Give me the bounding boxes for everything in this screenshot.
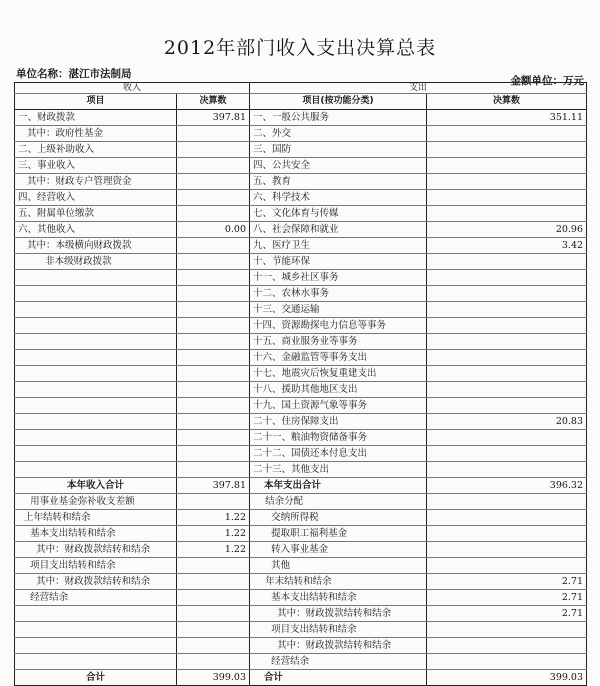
table-row (15, 462, 587, 478)
expense-amount (427, 190, 587, 206)
expense-item: 其他 (250, 558, 427, 574)
expense-amount: 20.96 (427, 222, 587, 238)
expense-item: 提取职工福利基金 (250, 526, 427, 542)
expense-item: 经营结余 (250, 654, 427, 670)
expense-item: 交纳所得税 (250, 510, 427, 526)
expense-item: 五、教育 (250, 174, 427, 190)
table-row (15, 126, 587, 142)
income-amount (177, 574, 250, 590)
income-item (15, 350, 177, 366)
expense-amount: 2.71 (427, 574, 587, 590)
table-row (15, 622, 587, 638)
income-amount: 0.00 (177, 222, 250, 238)
col-item-func-header: 项目(按功能分类) (250, 94, 427, 110)
column-header-row (15, 94, 587, 110)
grand-total-row-income-value: 399.03 (177, 670, 250, 686)
expense-amount (427, 254, 587, 270)
income-item: 二、上级补助收入 (15, 142, 177, 158)
expense-item: 二十一、粮油物资储备事务 (250, 430, 427, 446)
expense-amount (427, 526, 587, 542)
expense-amount (427, 366, 587, 382)
expense-amount (427, 270, 587, 286)
grand-total-row-expense-value: 399.03 (427, 670, 587, 686)
expense-amount (427, 126, 587, 142)
unit-name: 单位名称：湛江市法制局 (16, 68, 132, 80)
expense-item: 十一、城乡社区事务 (250, 270, 427, 286)
income-amount: 1.22 (177, 510, 250, 526)
table-row (15, 542, 587, 558)
income-item (15, 286, 177, 302)
expense-amount (427, 286, 587, 302)
year-total-row-expense-value: 396.32 (427, 478, 587, 494)
grand-total-row-expense-label: 合计 (250, 670, 427, 686)
income-item: 四、经营收入 (15, 190, 177, 206)
income-amount (177, 254, 250, 270)
income-item: 基本支出结转和结余 (15, 526, 177, 542)
expense-item: 一、一般公共服务 (250, 110, 427, 126)
summary-table (14, 82, 587, 686)
table-row (15, 366, 587, 382)
table-row (15, 606, 587, 622)
expense-amount (427, 638, 587, 654)
expense-item: 十八、援助其他地区支出 (250, 382, 427, 398)
expense-amount (427, 174, 587, 190)
income-item: 其中：政府性基金 (15, 126, 177, 142)
income-item (15, 270, 177, 286)
income-item (15, 654, 177, 670)
income-item (15, 366, 177, 382)
table-row (15, 318, 587, 334)
table-row (15, 590, 587, 606)
table-row (15, 286, 587, 302)
expense-item: 基本支出结转和结余 (250, 590, 427, 606)
expense-amount (427, 446, 587, 462)
expense-amount (427, 334, 587, 350)
income-item (15, 414, 177, 430)
expense-item: 项目支出结转和结余 (250, 622, 427, 638)
col-amount2-header: 决算数 (427, 94, 587, 110)
income-amount (177, 206, 250, 222)
table-row (15, 510, 587, 526)
table-row (15, 270, 587, 286)
expense-item: 十五、商业服务业等事务 (250, 334, 427, 350)
expense-item: 二十二、国债还本付息支出 (250, 446, 427, 462)
report-title: 2012年部门收入支出决算总表 (163, 37, 437, 59)
expense-amount (427, 558, 587, 574)
table-row (15, 558, 587, 574)
income-amount (177, 622, 250, 638)
expense-item: 十二、农林水事务 (250, 286, 427, 302)
expense-item: 二十三、其他支出 (250, 462, 427, 478)
income-item: 三、事业收入 (15, 158, 177, 174)
income-amount (177, 302, 250, 318)
col-item-header: 项目 (15, 94, 177, 110)
expense-amount: 2.71 (427, 590, 587, 606)
expense-item: 其中：财政拨款结转和结余 (250, 638, 427, 654)
table-row (15, 574, 587, 590)
income-amount (177, 654, 250, 670)
income-item (15, 606, 177, 622)
income-item: 其中：财政专户管理资金 (15, 174, 177, 190)
expense-item: 结余分配 (250, 494, 427, 510)
table-row (15, 430, 587, 446)
expense-item: 转入事业基金 (250, 542, 427, 558)
expense-item: 六、科学技术 (250, 190, 427, 206)
income-amount: 1.22 (177, 526, 250, 542)
table-row (15, 190, 587, 206)
table-row (15, 206, 587, 222)
expense-section-header: 支出 (250, 83, 587, 94)
table-row (15, 526, 587, 542)
expense-amount (427, 542, 587, 558)
table-row (15, 334, 587, 350)
income-amount (177, 350, 250, 366)
section-header-row (15, 83, 587, 94)
expense-amount: 3.42 (427, 238, 587, 254)
expense-amount: 2.71 (427, 606, 587, 622)
income-item: 五、附属单位缴款 (15, 206, 177, 222)
income-item (15, 430, 177, 446)
expense-amount (427, 462, 587, 478)
income-amount (177, 158, 250, 174)
table-row (15, 638, 587, 654)
expense-item: 七、文化体育与传媒 (250, 206, 427, 222)
table-row (15, 174, 587, 190)
year-total-row (15, 478, 587, 494)
expense-item: 十九、国土资源气象等事务 (250, 398, 427, 414)
income-amount (177, 638, 250, 654)
year-total-row-income-value: 397.81 (177, 478, 250, 494)
year-total-row-income-label: 本年收入合计 (15, 478, 177, 494)
expense-item: 十三、交通运输 (250, 302, 427, 318)
income-amount (177, 286, 250, 302)
income-item (15, 398, 177, 414)
expense-item: 三、国防 (250, 142, 427, 158)
income-amount (177, 126, 250, 142)
table-row (15, 654, 587, 670)
income-amount (177, 174, 250, 190)
expense-item: 十七、地震灾后恢复重建支出 (250, 366, 427, 382)
expense-amount (427, 318, 587, 334)
expense-amount (427, 206, 587, 222)
table-row (15, 158, 587, 174)
income-item: 其中：财政拨款结转和结余 (15, 542, 177, 558)
expense-amount (427, 510, 587, 526)
expense-amount (427, 622, 587, 638)
expense-amount (427, 382, 587, 398)
income-item: 项目支出结转和结余 (15, 558, 177, 574)
expense-item: 八、社会保障和就业 (250, 222, 427, 238)
income-amount (177, 462, 250, 478)
expense-item: 其中：财政拨款结转和结余 (250, 606, 427, 622)
income-amount (177, 590, 250, 606)
table-row (15, 222, 587, 238)
expense-amount (427, 654, 587, 670)
income-amount (177, 366, 250, 382)
income-amount (177, 414, 250, 430)
expense-amount (427, 302, 587, 318)
income-amount (177, 398, 250, 414)
table-row (15, 302, 587, 318)
table-row (15, 254, 587, 270)
expense-item: 四、公共安全 (250, 158, 427, 174)
table-row (15, 142, 587, 158)
table-row (15, 238, 587, 254)
income-item: 经营结余 (15, 590, 177, 606)
expense-item: 年末结转和结余 (250, 574, 427, 590)
income-item (15, 318, 177, 334)
income-item (15, 622, 177, 638)
income-item (15, 382, 177, 398)
table-row (15, 110, 587, 126)
table-row (15, 414, 587, 430)
income-item: 一、财政拨款 (15, 110, 177, 126)
expense-amount (427, 494, 587, 510)
income-amount (177, 382, 250, 398)
income-item: 上年结转和结余 (15, 510, 177, 526)
expense-item: 二十、住房保障支出 (250, 414, 427, 430)
expense-amount (427, 142, 587, 158)
expense-item: 十四、资源勘探电力信息等事务 (250, 318, 427, 334)
income-amount (177, 334, 250, 350)
expense-item: 二、外交 (250, 126, 427, 142)
expense-amount (427, 430, 587, 446)
table-row (15, 350, 587, 366)
table-row (15, 398, 587, 414)
income-item: 六、其他收入 (15, 222, 177, 238)
income-amount: 397.81 (177, 110, 250, 126)
income-amount (177, 238, 250, 254)
income-item (15, 446, 177, 462)
income-item (15, 334, 177, 350)
income-amount (177, 142, 250, 158)
income-item (15, 638, 177, 654)
income-section-header: 收入 (15, 83, 250, 94)
expense-amount (427, 158, 587, 174)
income-item: 其中：财政拨款结转和结余 (15, 574, 177, 590)
income-amount (177, 270, 250, 286)
grand-total-row-income-label: 合计 (15, 670, 177, 686)
expense-amount: 20.83 (427, 414, 587, 430)
table-row (15, 382, 587, 398)
income-item (15, 302, 177, 318)
income-item: 用事业基金弥补收支差额 (15, 494, 177, 510)
table-row (15, 494, 587, 510)
income-amount (177, 558, 250, 574)
income-amount (177, 446, 250, 462)
expense-item: 九、医疗卫生 (250, 238, 427, 254)
amount-unit: 金额单位：万元 (510, 75, 584, 87)
income-amount (177, 190, 250, 206)
income-amount (177, 430, 250, 446)
table-row (15, 446, 587, 462)
income-amount (177, 318, 250, 334)
expense-item: 十、节能环保 (250, 254, 427, 270)
income-amount (177, 606, 250, 622)
income-item (15, 462, 177, 478)
year-total-row-expense-label: 本年支出合计 (250, 478, 427, 494)
expense-amount (427, 350, 587, 366)
col-amount-header: 决算数 (177, 94, 250, 110)
expense-item: 十六、金融监管等事务支出 (250, 350, 427, 366)
income-item: 其中：本级横向财政拨款 (15, 238, 177, 254)
expense-amount: 351.11 (427, 110, 587, 126)
income-item: 非本级财政拨款 (15, 254, 177, 270)
expense-amount (427, 398, 587, 414)
income-amount (177, 494, 250, 510)
income-amount: 1.22 (177, 542, 250, 558)
